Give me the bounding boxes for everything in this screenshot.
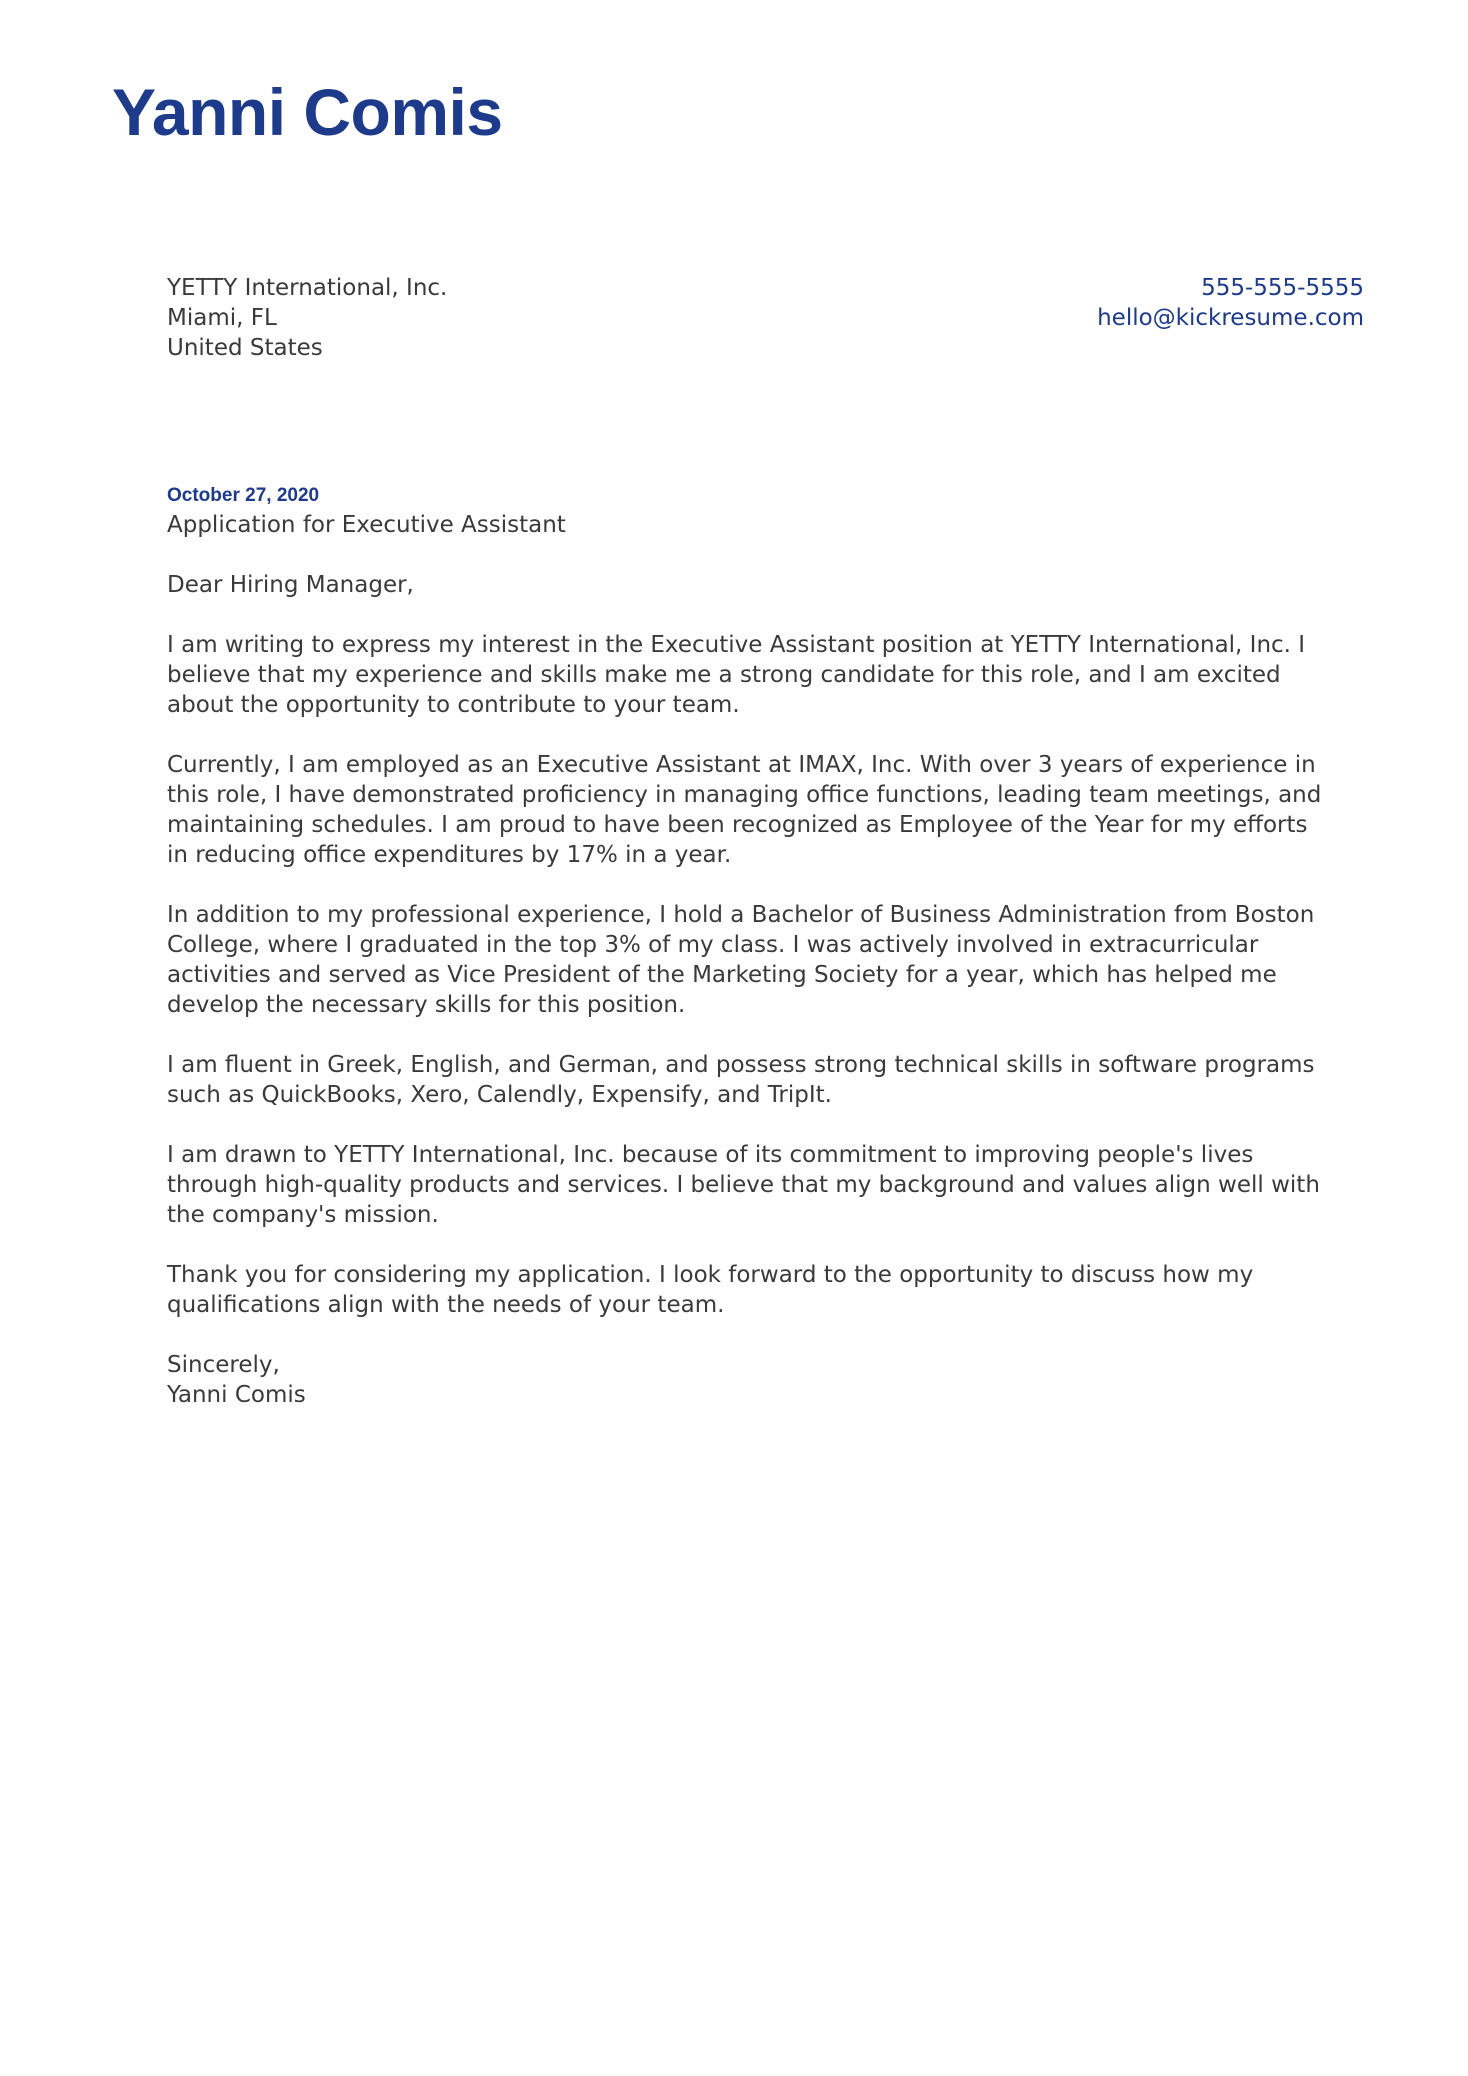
phone-number[interactable]: 555-555-5555 bbox=[1201, 275, 1364, 301]
paragraph-line: In addition to my professional experience, I hold a Bachelor of Business Administration from Boston bbox=[167, 902, 1315, 928]
paragraph-line: Currently, I am employed as an Executive Assistant at IMAX, Inc. With over 3 years of experience in bbox=[167, 752, 1316, 778]
paragraph-line: about the opportunity to contribute to your team. bbox=[167, 692, 740, 718]
letter-greeting: Dear Hiring Manager, bbox=[167, 572, 414, 598]
paragraph-thanks bbox=[167, 1260, 1367, 1320]
paragraph-line: activities and served as Vice President of the Marketing Society for a year, which has helped me bbox=[167, 962, 1277, 988]
email-address[interactable]: hello@kickresume.com bbox=[1097, 305, 1364, 331]
letter-closing: Sincerely, bbox=[167, 1352, 280, 1378]
paragraph-line: I am drawn to YETTY International, Inc. because of its commitment to improving people's lives bbox=[167, 1142, 1254, 1168]
contact-info bbox=[1097, 273, 1364, 333]
paragraph-interest bbox=[167, 630, 1367, 720]
paragraph-line: I am fluent in Greek, English, and German, and possess strong technical skills in software programs bbox=[167, 1052, 1315, 1078]
letter-signature: Yanni Comis bbox=[167, 1382, 306, 1408]
paragraph-skills bbox=[167, 1050, 1367, 1110]
paragraph-line: College, where I graduated in the top 3% of my class. I was actively involved in extracurricular bbox=[167, 932, 1259, 958]
paragraph-line: through high-quality products and services. I believe that my background and values align well with bbox=[167, 1172, 1320, 1198]
paragraph-line: I am writing to express my interest in the Executive Assistant position at YETTY International, Inc. I bbox=[167, 632, 1306, 658]
letter-subject: Application for Executive Assistant bbox=[167, 512, 566, 538]
paragraph-education bbox=[167, 900, 1367, 1020]
recipient-address bbox=[167, 273, 447, 363]
paragraph-line: the company's mission. bbox=[167, 1202, 439, 1228]
paragraph-line: in reducing office expenditures by 17% in a year. bbox=[167, 842, 732, 868]
applicant-name: Yanni Comis bbox=[112, 75, 503, 149]
letter-body bbox=[167, 482, 1367, 1410]
recipient-country: United States bbox=[167, 335, 323, 361]
paragraph-company-fit bbox=[167, 1140, 1367, 1230]
paragraph-line: qualifications align with the needs of your team. bbox=[167, 1292, 725, 1318]
paragraph-line: such as QuickBooks, Xero, Calendly, Expensify, and TripIt. bbox=[167, 1082, 832, 1108]
paragraph-line: develop the necessary skills for this position. bbox=[167, 992, 686, 1018]
paragraph-line: maintaining schedules. I am proud to have been recognized as Employee of the Year for my efforts bbox=[167, 812, 1308, 838]
paragraph-line: this role, I have demonstrated proficiency in managing office functions, leading team meetings, and bbox=[167, 782, 1322, 808]
recipient-company: YETTY International, Inc. bbox=[167, 275, 448, 301]
recipient-city: Miami, FL bbox=[167, 305, 277, 331]
letter-date: October 27, 2020 bbox=[167, 485, 320, 506]
paragraph-line: Thank you for considering my application. I look forward to the opportunity to discuss how my bbox=[167, 1262, 1254, 1288]
paragraph-line: believe that my experience and skills make me a strong candidate for this role, and I am excited bbox=[167, 662, 1281, 688]
paragraph-current-role bbox=[167, 750, 1367, 870]
